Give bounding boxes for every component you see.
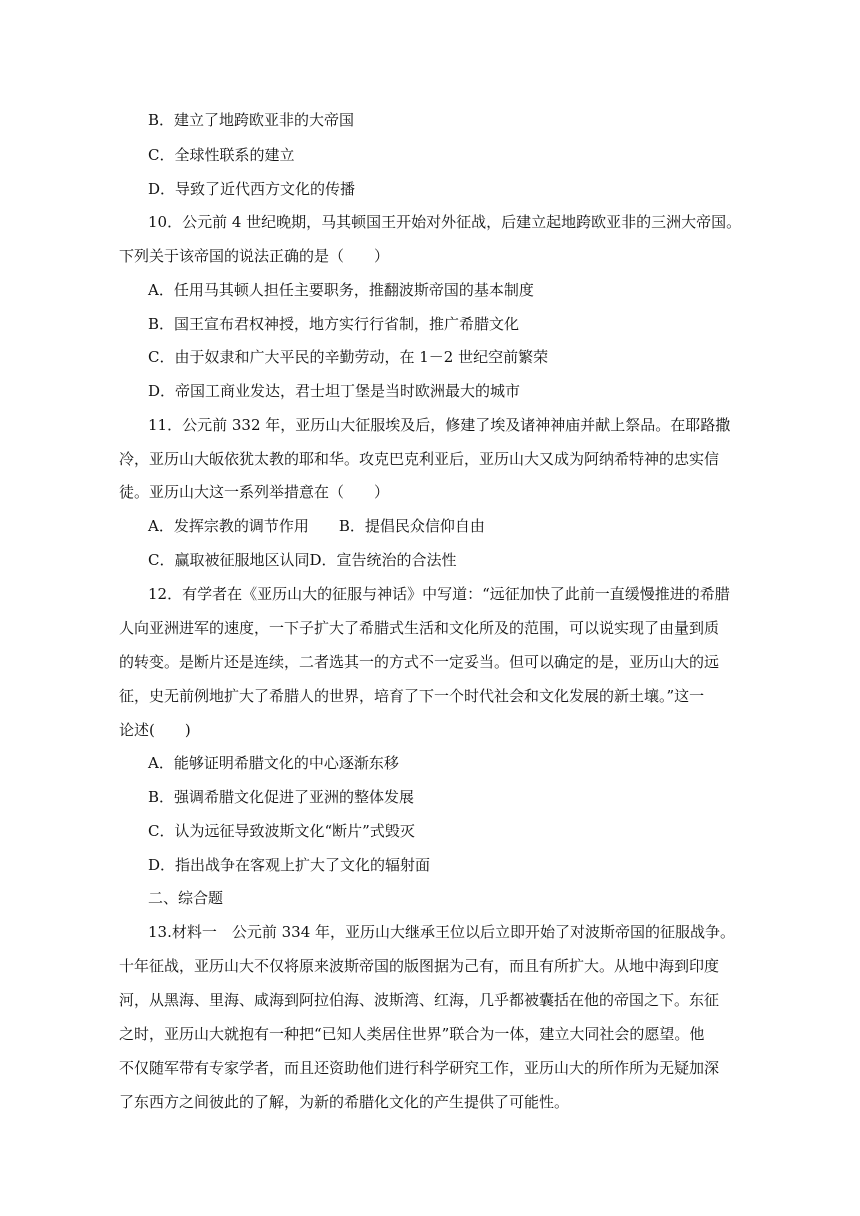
q12-option-d: D．指出战争在客观上扩大了文化的辐射面 [148,856,431,874]
q10-option-c: C．由于奴隶和广大平民的辛勤劳动，在 1－2 世纪空前繁荣 [148,348,549,366]
q12-stem-line-4: 征，史无前例地扩大了希腊人的世界，培育了下一个时代社会和文化发展的新土壤。”这一 [119,687,705,705]
q11-stem-line-2: 冷，亚历山大皈依犹太教的耶和华。攻克巴克利亚后，亚历山大又成为阿纳希特神的忠实信 [119,450,720,468]
q12-option-b: B．强调希腊文化促进了亚洲的整体发展 [148,788,415,806]
q13-stem-line-4: 之时，亚历山大就抱有一种把“已知人类居住世界”联合为一体，建立大同社会的愿望。他 [119,1025,705,1043]
q9-option-b: B．建立了地跨欧亚非的大帝国 [148,111,355,129]
q10-stem-line-1: 10．公元前 4 世纪晚期，马其顿国王开始对外征战，后建立起地跨欧亚非的三洲大帝国。 [148,213,742,231]
q12-stem-line-1: 12．有学者在《亚历山大的征服与神话》中写道：“远征加快了此前一直缓慢推进的希腊 [148,585,730,603]
q12-option-c: C．认为远征导致波斯文化“断片”式毁灭 [148,822,415,840]
q13-stem-line-6: 了东西方之间彼此的了解，为新的希腊化文化的产生提供了可能性。 [119,1093,570,1111]
q12-stem-line-3: 的转变。是断片还是连续，二者选其一的方式不一定妥当。但可以确定的是，亚历山大的远 [119,653,720,671]
q11-options-row-1: A．发挥宗教的调节作用 B．提倡民众信仰自由 [148,517,485,535]
q12-stem-line-2: 人向亚洲进军的速度，一下子扩大了希腊式生活和文化所及的范围，可以说实现了由量到质 [119,619,720,637]
q12-option-a: A．能够证明希腊文化的中心逐渐东移 [148,754,399,772]
q13-stem-line-2: 十年征战，亚历山大不仅将原来波斯帝国的版图据为己有，而且有所扩大。从地中海到印度 [119,957,720,975]
q11-options-row-2: C．赢取被征服地区认同D．宣告统治的合法性 [148,551,457,569]
q10-option-b: B．国王宣布君权神授，地方实行行省制，推广希腊文化 [148,315,520,333]
q9-option-c: C．全球性联系的建立 [148,146,295,164]
q9-option-d: D．导致了近代西方文化的传播 [148,180,356,198]
q11-stem-line-1: 11．公元前 332 年，亚历山大征服埃及后，修建了埃及诸神神庙并献上祭品。在耶路撒 [148,416,731,434]
q11-stem-line-3: 徒。亚历山大这一系列举措意在（ ） [119,483,390,501]
section-heading: 二、综合题 [148,889,224,907]
q10-option-a: A．任用马其顿人担任主要职务，推翻波斯帝国的基本制度 [148,281,534,299]
q10-stem-line-2: 下列关于该帝国的说法正确的是（ ） [119,247,390,265]
q12-stem-line-5: 论述( ) [119,721,191,739]
q13-stem-line-3: 河，从黑海、里海、咸海到阿拉伯海、波斯湾、红海，几乎都被囊括在他的帝国之下。东征 [119,991,720,1009]
q13-stem-line-1: 13.材料一 公元前 334 年，亚历山大继承王位以后立即开始了对波斯帝国的征服战争。 [148,923,736,941]
q13-stem-line-5: 不仅随军带有专家学者，而且还资助他们进行科学研究工作，亚历山大的所作所为无疑加深 [119,1059,720,1077]
q10-option-d: D．帝国工商业发达，君士坦丁堡是当时欧洲最大的城市 [148,382,521,400]
